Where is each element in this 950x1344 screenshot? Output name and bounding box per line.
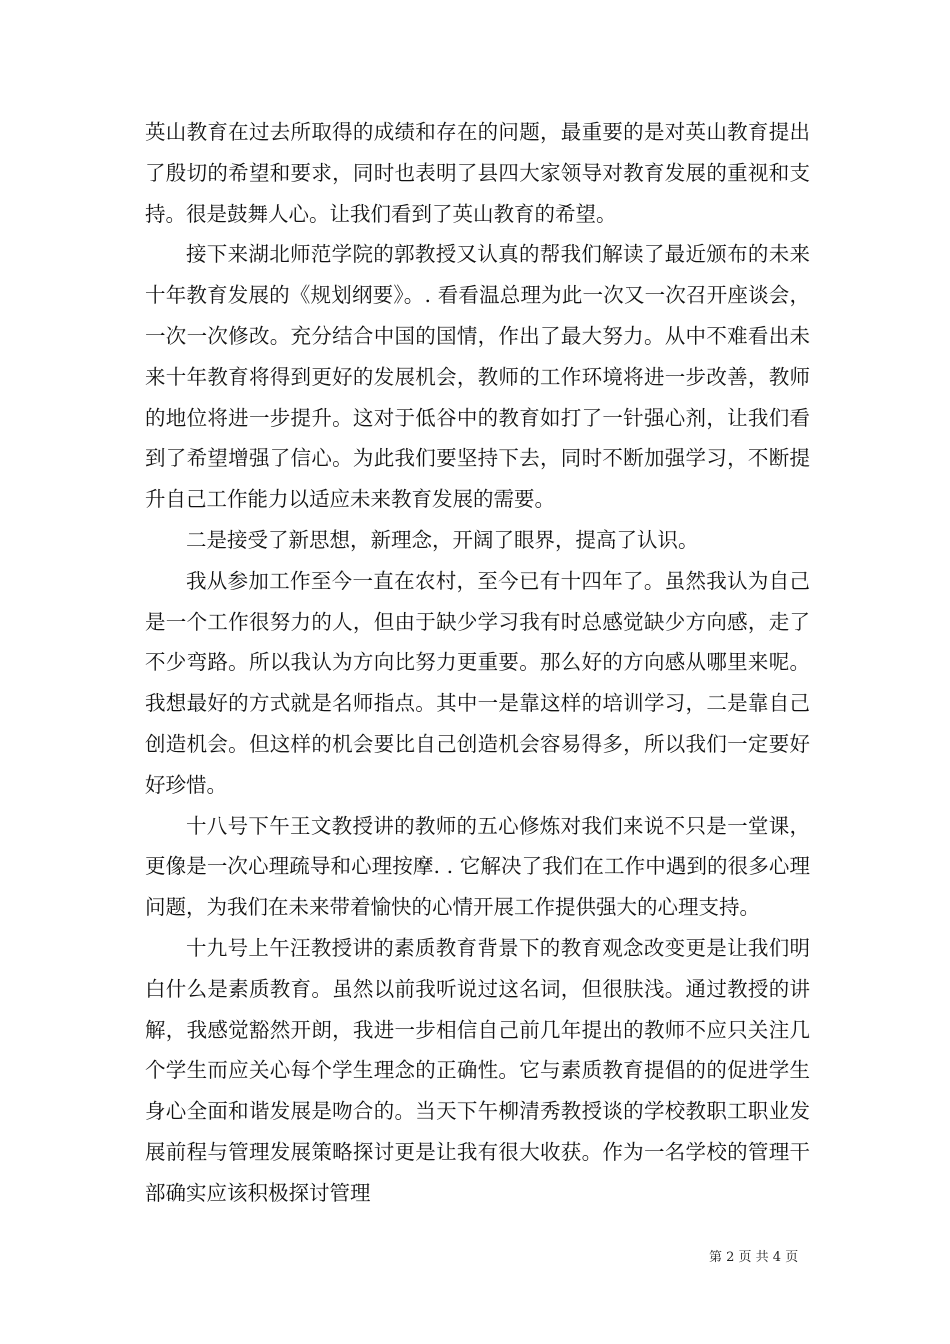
paragraph-3: 二是接受了新思想，新理念，开阔了眼界，提高了认识。 bbox=[186, 527, 699, 552]
page-number-footer: 第 2 页 共 4 页 bbox=[709, 1250, 799, 1265]
paragraph-4: 我从参加工作至今一直在农村，至今已有十四年了。虽然我认为自己是一个工作很努力的人，但由于缺少学习我有时总感觉缺少方向感，走了不少弯路。所以我认为方向比努力更重要。那么好的方向感从哪里来呢。我想最好的方式就是名师指点。其中一是靠这样的培训学习，二是靠自己创造机会。但这样的机会要比自己创造机会容易得多，所以我们一定要好好珍惜。 bbox=[145, 568, 810, 797]
document-body bbox=[145, 112, 810, 1214]
paragraph-5: 十八号下午王文教授讲的教师的五心修炼对我们来说不只是一堂课，更像是一次心理疏导和心理按摩. . 它解决了我们在工作中遇到的很多心理问题，为我们在未来带着愉快的心情开展工作提供强大的心理支持。 bbox=[145, 813, 810, 920]
paragraph-2: 接下来湖北师范学院的郭教授又认真的帮我们解读了最近颁布的未来十年教育发展的《规划纲要》。. 看看温总理为此一次又一次召开座谈会，一次一次修改。充分结合中国的国情，作出了最大努力。从中不难看出未来十年教育将得到更好的发展机会，教师的工作环境将进一步改善，教师的地位将进一步提升。这对于低谷中的教育如打了一针强心剂，让我们看到了希望增强了信心。为此我们要坚持下去，同时不断加强学习，不断提升自己工作能力以适应未来教育发展的需要。 bbox=[145, 242, 810, 512]
paragraph-6: 十九号上午汪教授讲的素质教育背景下的教育观念改变更是让我们明白什么是素质教育。虽然以前我听说过这名词，但很肤浅。通过教授的讲解，我感觉豁然开朗，我进一步相信自己前几年提出的教师不应只关注几个学生而应关心每个学生理念的正确性。它与素质教育提倡的的促进学生身心全面和谐发展是吻合的。当天下午柳清秀教授谈的学校教职工职业发展前程与管理发展策略探讨更是让我有很大收获。作为一名学校的管理干部确实应该积极探讨管理 bbox=[145, 935, 810, 1205]
paragraph-1: 英山教育在过去所取得的成绩和存在的问题，最重要的是对英山教育提出了殷切的希望和要求，同时也表明了县四大家领导对教育发展的重视和支持。很是鼓舞人心。让我们看到了英山教育的希望。 bbox=[145, 120, 810, 226]
